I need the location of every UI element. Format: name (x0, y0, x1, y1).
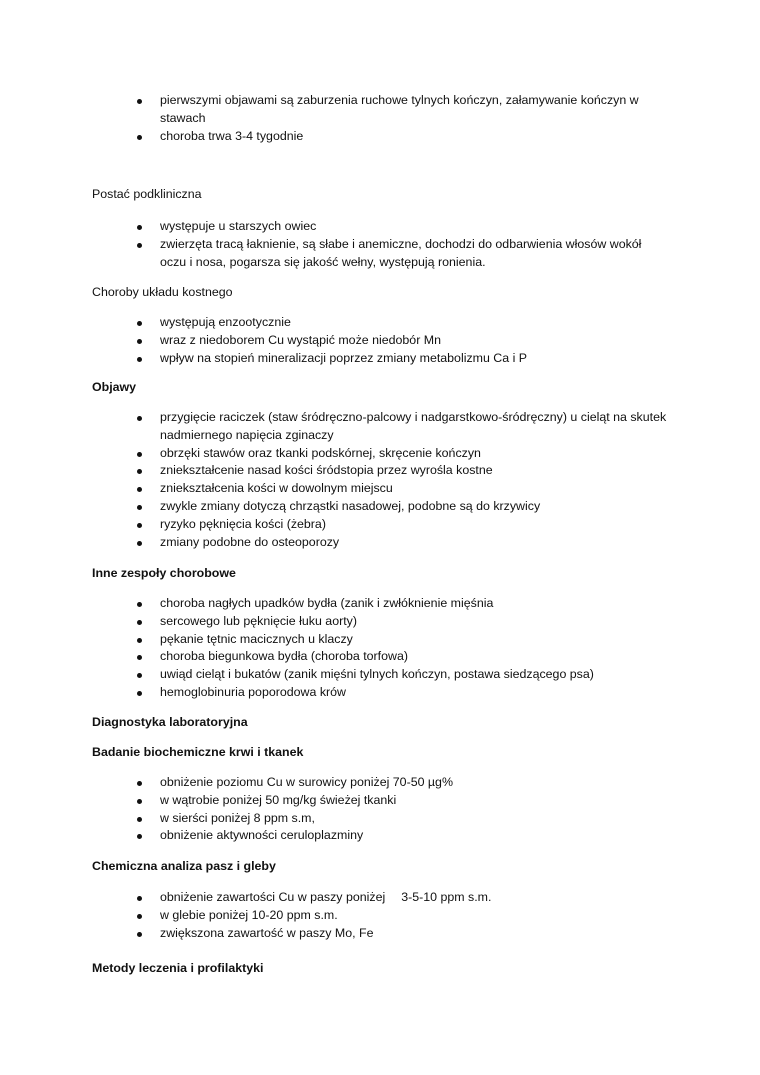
bullet-icon (137, 225, 142, 230)
bullet-icon (137, 505, 142, 510)
list-item: ryzyko pęknięcia kości (żebra) (0, 516, 760, 534)
list-item: choroba biegunkowa bydła (choroba torfowa) (0, 648, 760, 666)
list-item: zmiany podobne do osteoporozy (0, 534, 760, 552)
list-item: zniekształcenie nasad kości śródstopia przez wyrośla kostne (0, 462, 760, 480)
heading-feed-soil-analysis: Chemiczna analiza pasz i gleby (92, 859, 276, 873)
list-item: w glebie poniżej 10-20 ppm s.m. (0, 907, 760, 925)
list-item: występują enzootycznie (0, 314, 760, 332)
bullet-icon (137, 638, 142, 643)
bullet-icon (137, 357, 142, 362)
bullet-icon (137, 452, 142, 457)
list-item: występuje u starszych owiec (0, 218, 760, 236)
bullet-icon (137, 817, 142, 822)
list-item: choroba nagłych upadków bydła (zanik i zwłóknienie mięśnia (0, 595, 760, 613)
bullet-icon (137, 691, 142, 696)
bullet-icon (137, 673, 142, 678)
bullet-icon (137, 655, 142, 660)
heading-blood-biochem: Badanie biochemiczne krwi i tkanek (92, 745, 304, 759)
bullet-list-bone-symptoms (0, 409, 760, 551)
bullet-icon (137, 834, 142, 839)
list-item: obrzęki stawów oraz tkanki podskórnej, skręcenie kończyn (0, 445, 760, 463)
heading-treatment: Metody leczenia i profilaktyki (92, 961, 264, 975)
bullet-list-subclinical (0, 218, 760, 271)
bullet-list-other-syndromes (0, 595, 760, 702)
bullet-icon (137, 896, 142, 901)
bullet-icon (137, 487, 142, 492)
bullet-icon (137, 781, 142, 786)
bullet-icon (137, 243, 142, 248)
bullet-list-feed-soil (0, 889, 760, 942)
heading-symptoms: Objawy (92, 380, 137, 394)
list-item: zwykle zmiany dotyczą chrząstki nasadowej, podobne są do krzywicy (0, 498, 760, 516)
bullet-list-symptoms (0, 92, 760, 145)
heading-lab-diagnostics: Diagnostyka laboratoryjna (92, 715, 248, 729)
heading-other-syndromes: Inne zespoły chorobowe (92, 566, 236, 580)
list-item: zwiększona zawartość w paszy Mo, Fe (0, 925, 760, 943)
list-item: pierwszymi objawami są zaburzenia ruchowe tylnych kończyn, załamywanie kończyn w stawach (0, 92, 760, 128)
bullet-icon (137, 469, 142, 474)
heading-bone-diseases: Choroby układu kostnego (92, 285, 233, 299)
list-item: sercowego lub pęknięcie łuku aorty) (0, 613, 760, 631)
bullet-list-bone-diseases (0, 314, 760, 367)
list-item: w wątrobie poniżej 50 mg/kg świeżej tkanki (0, 792, 760, 810)
list-item: choroba trwa 3-4 tygodnie (0, 128, 760, 146)
heading-subclinical: Postać podkliniczna (92, 187, 202, 201)
bullet-icon (137, 135, 142, 140)
list-item: obniżenie poziomu Cu w surowicy poniżej 70-50 µg% (0, 774, 760, 792)
bullet-icon (137, 799, 142, 804)
bullet-icon (137, 99, 142, 104)
list-item: wraz z niedoborem Cu wystąpić może niedobór Mn (0, 332, 760, 350)
list-item: wpływ na stopień mineralizacji poprzez zmiany metabolizmu Ca i P (0, 350, 760, 368)
list-item: przygięcie raciczek (staw śródręczno-palcowy i nadgarstkowo-śródręczny) u cieląt na skutek nadmiernego napięcia zginaczy (0, 409, 760, 445)
bullet-icon (137, 321, 142, 326)
list-item: zwierzęta tracą łaknienie, są słabe i anemiczne, dochodzi do odbarwienia włosów wokół oczu i nosa, pogarsza się jakość wełny, występują ronienia. (0, 236, 760, 272)
bullet-icon (137, 602, 142, 607)
list-item: pękanie tętnic macicznych u klaczy (0, 631, 760, 649)
bullet-icon (137, 620, 142, 625)
list-item: hemoglobinuria poporodowa krów (0, 684, 760, 702)
bullet-icon (137, 541, 142, 546)
list-item: uwiąd cieląt i bukatów (zanik mięśni tylnych kończyn, postawa siedzącego psa) (0, 666, 760, 684)
bullet-icon (137, 416, 142, 421)
list-item: zniekształcenia kości w dowolnym miejscu (0, 480, 760, 498)
bullet-icon (137, 932, 142, 937)
bullet-list-blood-biochem (0, 774, 760, 845)
list-item: obniżenie zawartości Cu w paszy poniżej 3-5-10 ppm s.m. (0, 889, 760, 907)
bullet-icon (137, 914, 142, 919)
list-item: obniżenie aktywności ceruloplazminy (0, 827, 760, 845)
list-item: w sierści poniżej 8 ppm s.m, (0, 810, 760, 828)
bullet-icon (137, 339, 142, 344)
bullet-icon (137, 523, 142, 528)
